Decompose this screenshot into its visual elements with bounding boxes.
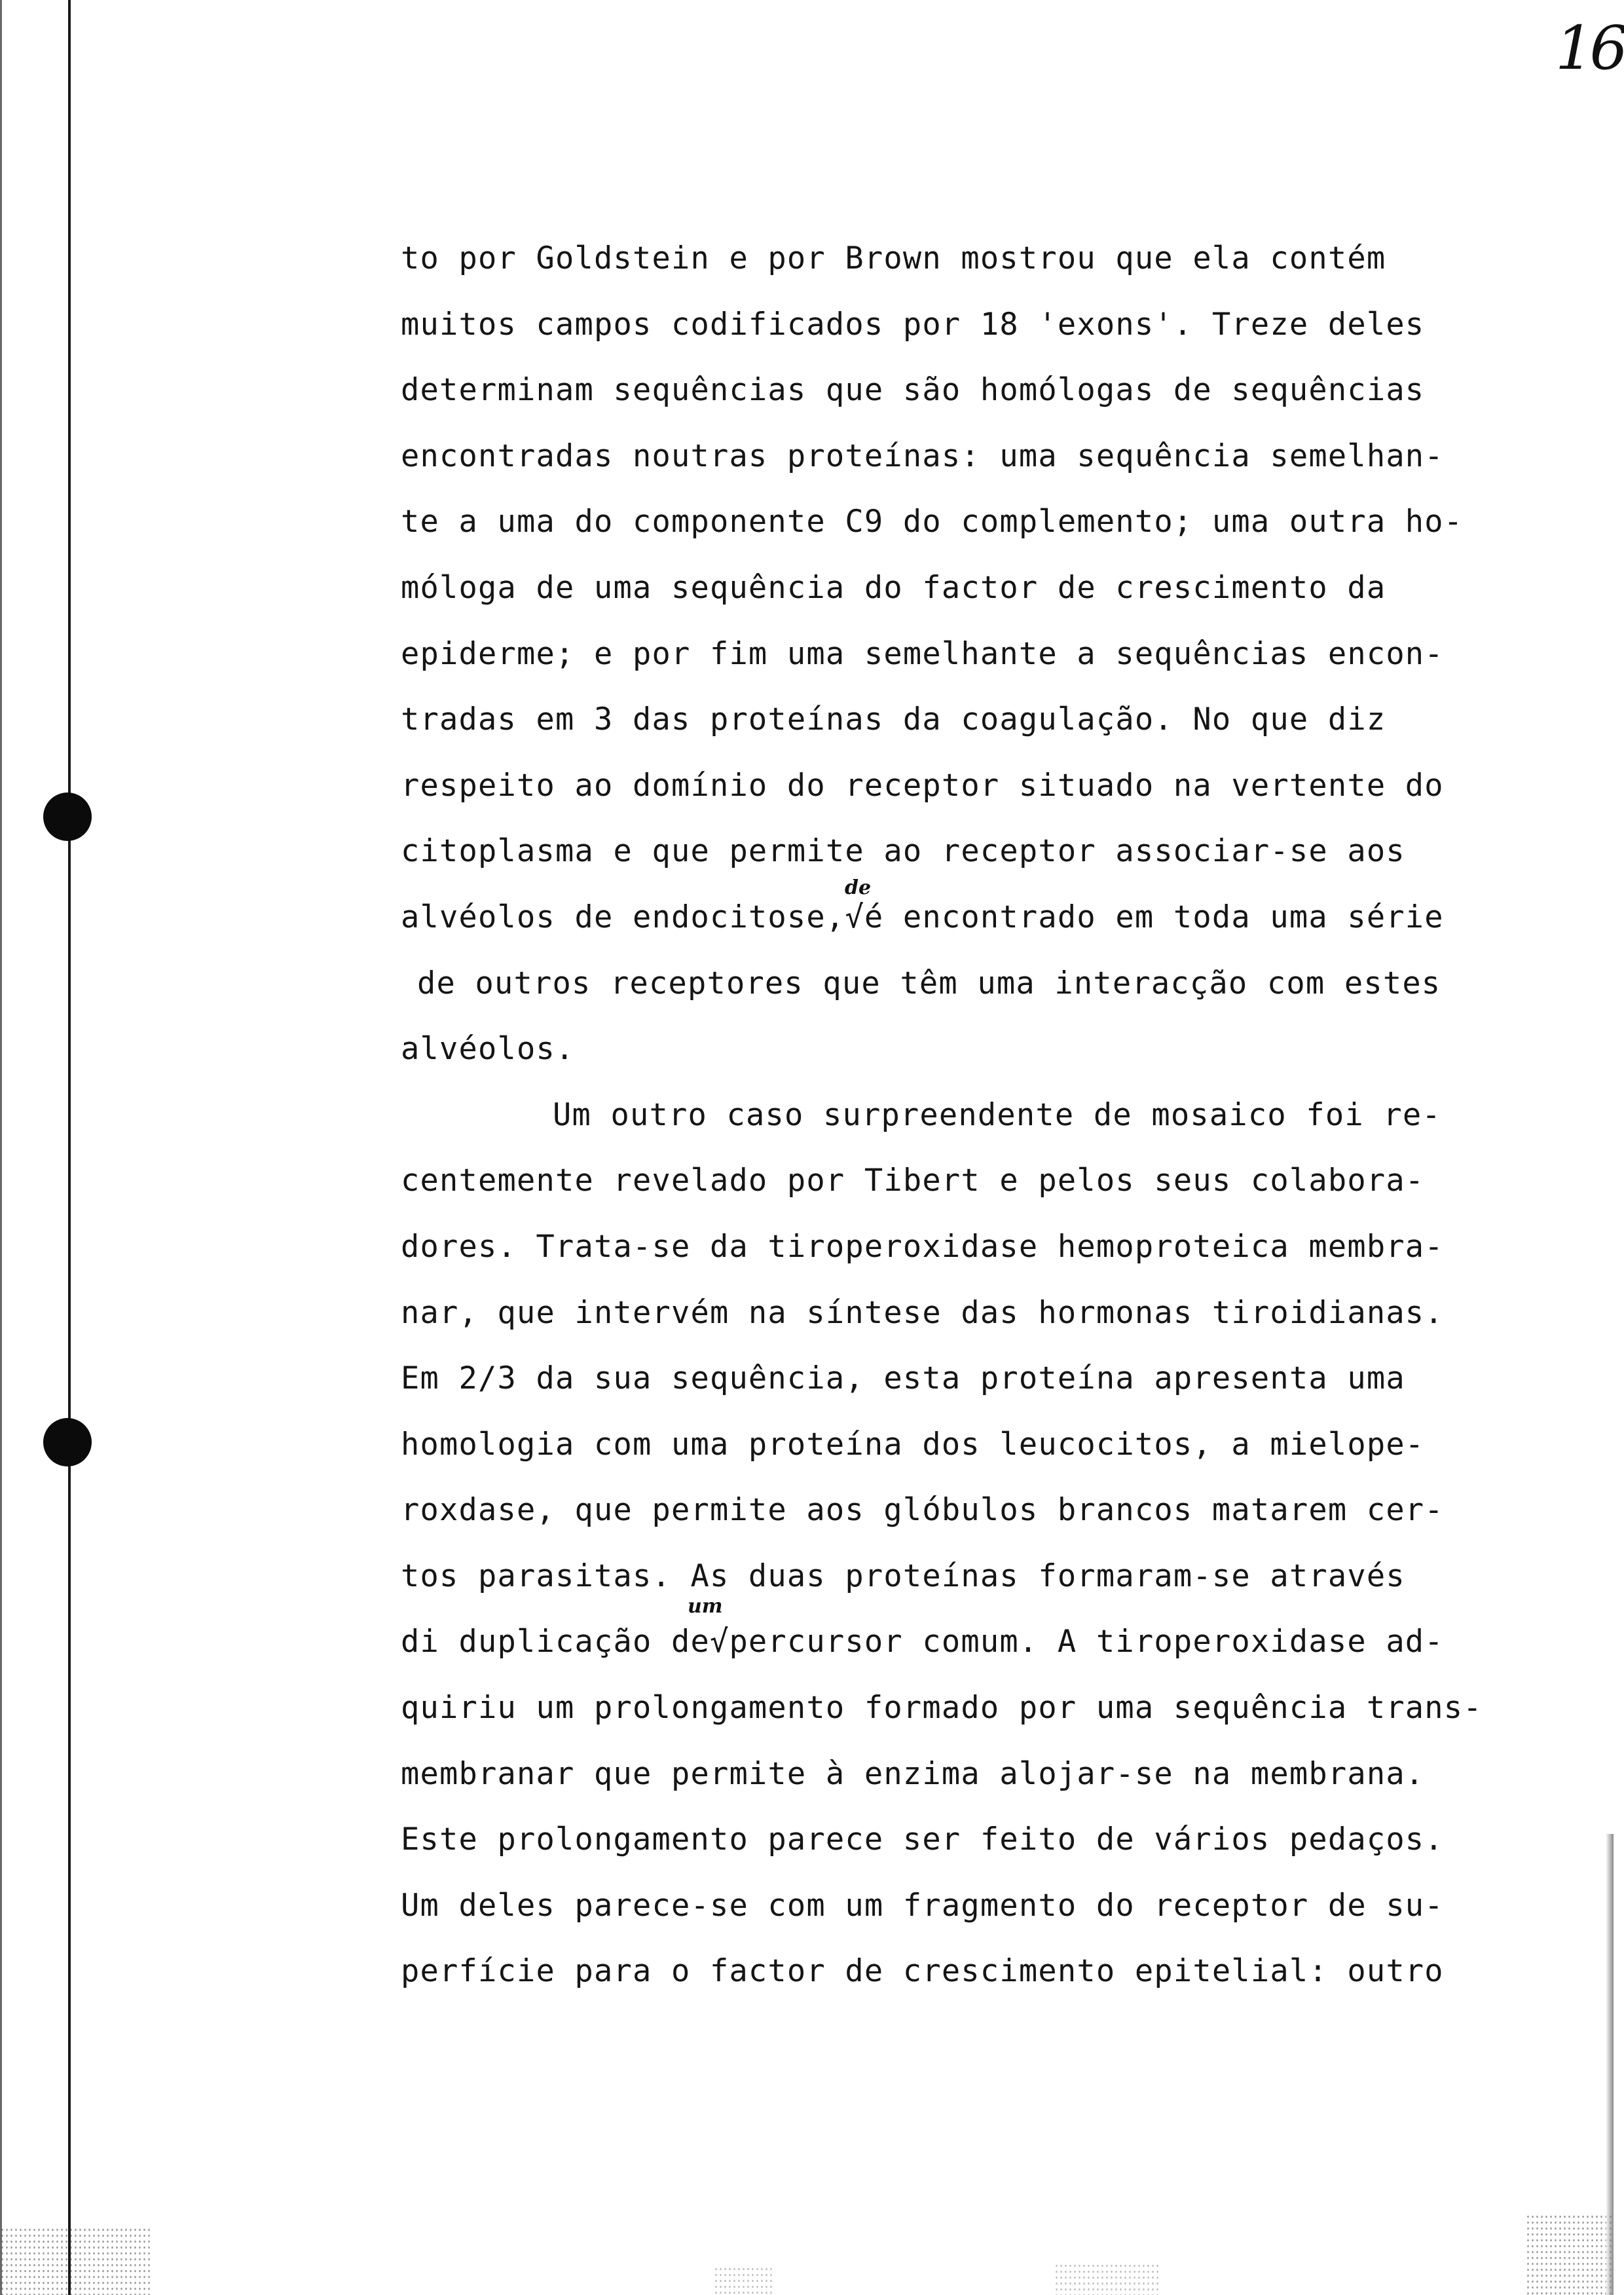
text-line: di duplicação de√percursor comum. A tiroperoxidase ad- (401, 1624, 1444, 1660)
text-line: Em 2/3 da sua sequência, esta proteína apresenta uma (401, 1360, 1405, 1397)
text-line: tos parasitas. As duas proteínas formaram-se através (401, 1558, 1405, 1594)
text-line: epiderme; e por fim uma semelhante a sequências encon- (401, 635, 1444, 672)
text-line: perfície para o factor de crescimento epitelial: outro (401, 1953, 1444, 1990)
text-line: to por Goldstein e por Brown mostrou que ela contém (401, 240, 1386, 276)
text-line: encontradas noutras proteínas: uma sequência semelhan- (401, 438, 1444, 474)
text-line: homologia com uma proteína dos leucocitos, a mielope- (401, 1426, 1425, 1463)
text-line: Um deles parece-se com um fragmento do receptor de su- (401, 1887, 1444, 1924)
text-line: tradas em 3 das proteínas da coagulação. No que diz (401, 701, 1386, 738)
scan-noise (1526, 2214, 1614, 2295)
text-line: quiriu um prolongamento formado por uma sequência trans- (401, 1690, 1483, 1726)
text-line: dores. Trata-se da tiroperoxidase hemoproteica membra- (401, 1228, 1444, 1265)
text-line: alvéolos. (401, 1031, 575, 1068)
body-text (401, 226, 1483, 2005)
handwritten-insertion-de: de (845, 876, 872, 899)
scan-noise (714, 2266, 773, 2295)
page-right-edge-shadow (1606, 1834, 1614, 2295)
punch-hole (43, 1418, 92, 1466)
page-left-edge (0, 0, 2, 2295)
text-line: determinam sequências que são homólogas de sequências (401, 372, 1425, 409)
text-line: respeito ao domínio do receptor situado na vertente do (401, 767, 1444, 804)
text-line: te a uma do componente C9 do complemento; uma outra ho- (401, 504, 1464, 540)
text-line: nar, que intervém na síntese das hormonas tiroidianas. (401, 1294, 1444, 1331)
text-line: centemente revelado por Tibert e pelos seus colabora- (401, 1163, 1425, 1199)
text-line: de outros receptores que têm uma interacção com estes (417, 965, 1441, 1001)
scan-noise (1054, 2263, 1159, 2295)
scan-noise (0, 2227, 151, 2295)
page-number: 16 (1555, 13, 1624, 83)
text-line: membranar que permite à enzima alojar-se na membrana. (401, 1755, 1425, 1792)
text-line: muitos campos codificados por 18 'exons'. Treze deles (401, 306, 1425, 343)
text-line: roxdase, que permite aos glóbulos brancos matarem cer- (401, 1492, 1444, 1529)
paragraph-first-line: Um outro caso surpreendente de mosaico foi re- (553, 1096, 1441, 1133)
text-line: móloga de uma sequência do factor de crescimento da (401, 569, 1386, 606)
text-line: citoplasma e que permite ao receptor associar-se aos (401, 833, 1405, 870)
punch-hole (43, 793, 92, 841)
binder-margin-line (68, 0, 71, 2295)
handwritten-insertion-um: um (688, 1595, 723, 1618)
text-line: alvéolos de endocitose,√é encontrado em toda uma série (401, 899, 1444, 935)
text-line: Este prolongamento parece ser feito de vários pedaços. (401, 1821, 1444, 1858)
